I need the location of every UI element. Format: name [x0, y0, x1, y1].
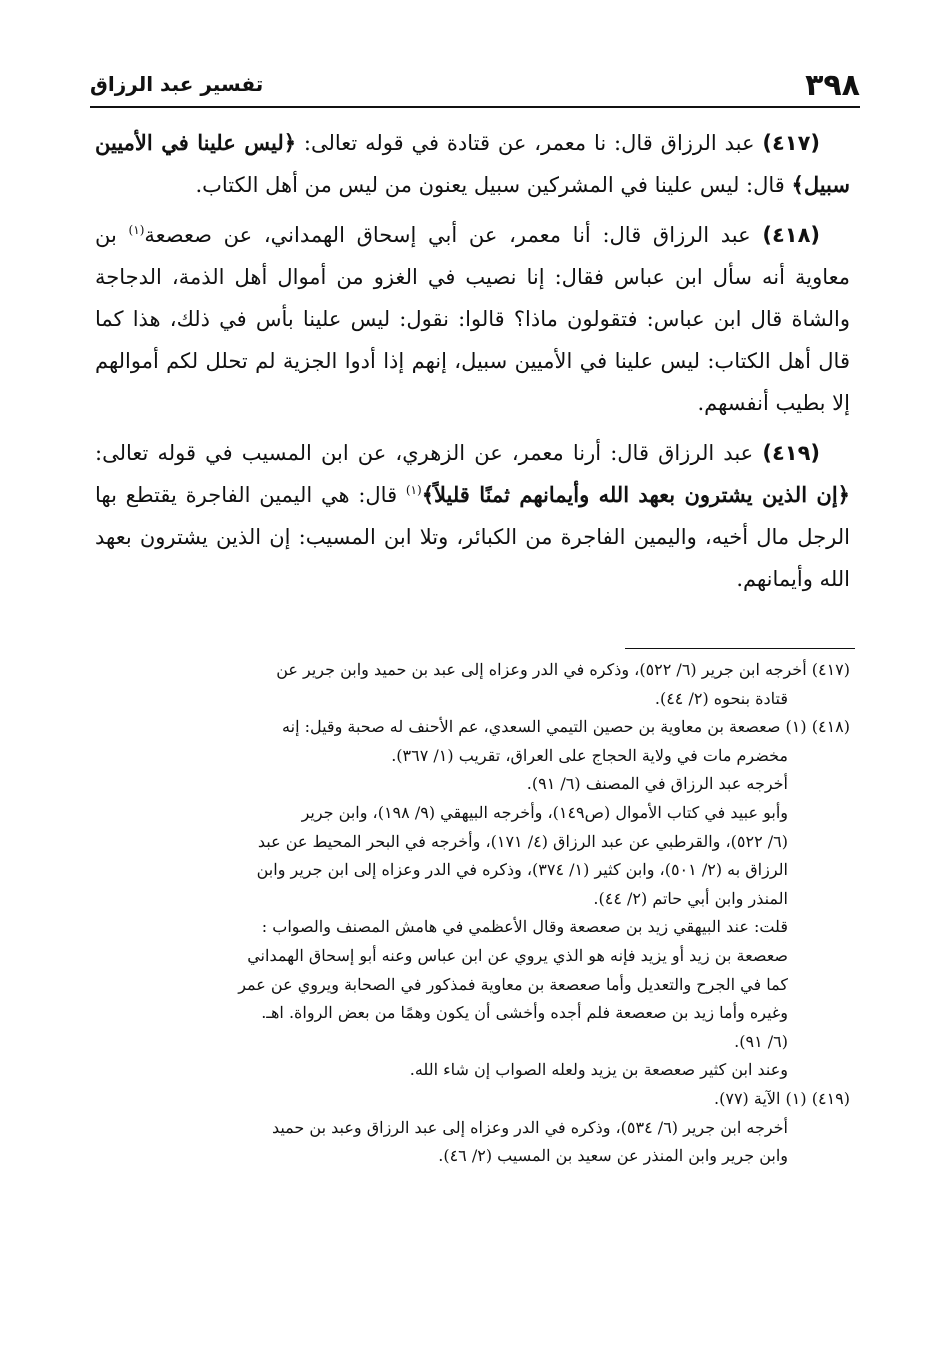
footnote-line: صعصعة بن زيد أو يزيد فإنه هو الذي يروي عن ابن عباس وعنه أبو إسحاق الهمداني — [247, 945, 788, 965]
footnote-line: وعند ابن كثير صعصعة بن يزيد ولعله الصواب إن شاء الله. — [409, 1060, 788, 1080]
entry-418 — [95, 214, 850, 424]
entry-text: عبد الرزاق قال: أرنا معمر، عن الزهري، عن ابن المسيب في قوله تعالى: — [95, 441, 763, 465]
footnote-line: مخضرم مات في ولاية الحجاج على العراق، تقريب (١/ ٣٦٧). — [391, 745, 788, 765]
footnote-line: (٤١٧) أخرجه ابن جرير (٦/ ٥٢٢)، وذكره في الدر وعزاه إلى عبد بن حميد وابن جرير عن — [276, 660, 850, 679]
quran-verse: ﴿ليس علينا في الأميين سبيل﴾ — [95, 130, 850, 197]
footnote-line: (٦/ ٩١). — [734, 1031, 788, 1051]
main-text — [95, 122, 850, 608]
footnote-line: أخرجه ابن جرير (٦/ ٥٣٤)، وذكره في الدر وعزاه إلى عبد الرزاق وعبد بن حميد — [271, 1117, 788, 1137]
footnote-ref: (١) — [128, 223, 145, 237]
footnote-line: (٦/ ٥٢٢)، والقرطبي عن عبد الرزاق (٤/ ١٧١)، وأخرجه في البحر المحيط عن عبد — [257, 831, 788, 851]
footnote-line: وأبو عبيد في كتاب الأموال (ص١٤٩)، وأخرجه البيهقي (٩/ ١٩٨)، وابن جرير — [301, 802, 788, 822]
entry-text: عبد الرزاق قال: أنا معمر، عن أبي إسحاق الهمداني، عن صعصعة — [144, 223, 763, 247]
entry-number: (٤١٧) — [762, 131, 821, 155]
footnote-line: أخرجه عبد الرزاق في المصنف (٦/ ٩١). — [526, 774, 788, 794]
page-number: ٣٩٨ — [805, 68, 860, 103]
footnote-line: وابن جرير وابن المنذر عن سعيد بن المسيب (٢/ ٤٦). — [438, 1146, 788, 1166]
page-header — [90, 62, 860, 108]
footnote-line: قتادة بنحوه (٢/ ٤٤). — [654, 688, 788, 708]
entry-text: بن معاوية أنه سأل ابن عباس فقال: إنا نصيب في الغزو من أموال أهل الذمة، الدجاجة والشاة قال ابن عباس: فتقولون ماذا؟ قالوا: نقول: ليس علينا بأس في ذلك، هذا كما قال أهل الكتاب: ليس علينا في الأميين سبيل، إنهم إذا أدوا الجزية لم تحلل لكم أموالهم إلا بطيب أنفسهم. — [95, 223, 850, 415]
entry-number: (٤١٩) — [762, 441, 820, 465]
footnote-line: (٤١٩) (١) الآية (٧٧). — [714, 1088, 850, 1108]
entry-text: عبد الرزاق قال: نا معمر، عن قتادة في قوله تعالى: — [296, 131, 763, 155]
footnote-line: قلت: عند البيهقي زيد بن صعصعة وقال الأعظمي في هامش المصنف والصواب : — [261, 917, 788, 937]
footnote-line: (٤١٨) (١) صعصعة بن معاوية بن حصين التيمي السعدي، عم الأحنف له صحبة وقيل: إنه — [282, 717, 850, 737]
footnotes — [90, 656, 850, 1171]
entry-text: قال: هي اليمين الفاجرة يقتطع بها الرجل مال أخيه، واليمين الفاجرة من الكبائر، وتلا ابن المسيب: إن الذين يشترون بعهد الله وأيمانهم. — [95, 483, 850, 591]
entry-number: (٤١٨) — [762, 223, 820, 247]
running-title: تفسير عبد الرزاق — [90, 72, 264, 96]
footnote-line: الرزاق به (٢/ ٥٠١)، وابن كثير (١/ ٣٧٤)، وذكره في الدر وعزاه إلى ابن جرير وابن — [256, 860, 788, 880]
footnote-divider — [625, 648, 855, 649]
entry-419 — [95, 432, 850, 600]
footnote-ref: (١) — [405, 483, 422, 497]
entry-text: قال: ليس علينا في المشركين سبيل يعنون من ليس من أهل الكتاب. — [195, 173, 792, 197]
footnote-line: المنذر وابن أبي حاتم (٢/ ٤٤). — [593, 888, 788, 908]
footnote-line: وغيره وأما زيد بن صعصعة فلم أجده وأخشى أن يكون وهمًا من بعض الرواة. اهـ. — [261, 1003, 788, 1023]
quran-verse: ﴿إن الذين يشترون بعهد الله وأيمانهم ثمنًا قليلاً﴾ — [421, 482, 850, 507]
footnote-line: كما في الجرح والتعديل وأما صعصعة بن معاوية فمذكور في الصحابة ويروي عن عمر — [238, 974, 788, 994]
entry-417 — [95, 122, 850, 206]
